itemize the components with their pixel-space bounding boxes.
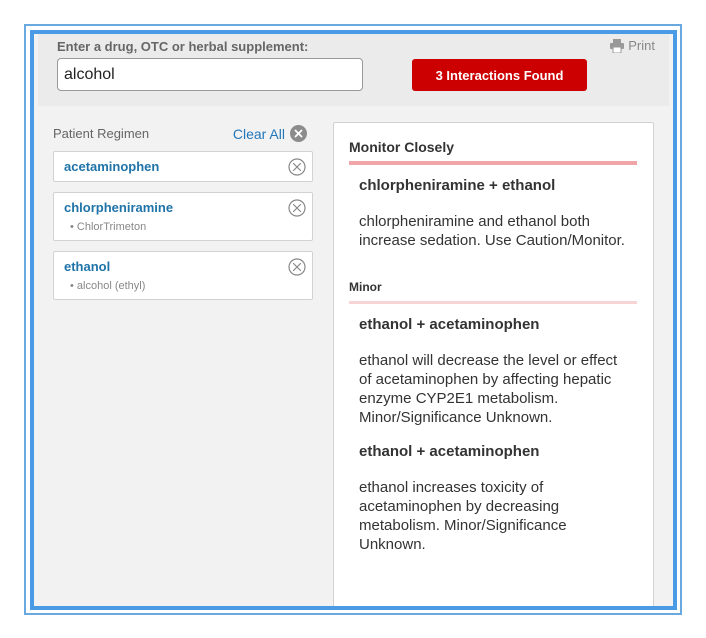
interaction-title: chlorpheniramine + ethanol — [359, 177, 556, 194]
drug-search-input[interactable] — [57, 58, 363, 91]
interaction-results-panel[interactable] — [333, 122, 654, 610]
interactions-found-button[interactable]: 3 Interactions Found — [412, 59, 587, 91]
regimen-drug-card[interactable] — [53, 151, 313, 182]
clear-all-button[interactable] — [233, 125, 307, 142]
regimen-title: Patient Regimen — [53, 126, 150, 141]
drug-name[interactable]: acetaminophen — [64, 159, 160, 174]
interaction-item — [334, 177, 653, 250]
clear-all-label: Clear All — [232, 125, 285, 142]
print-label: Print — [628, 38, 655, 53]
interaction-title: ethanol + acetaminophen — [359, 316, 540, 333]
regimen-drug-card[interactable] — [53, 251, 313, 300]
interaction-description: ethanol will decrease the level or effect of acetaminophen by affecting hepatic enzyme CYP2E1 metabolism. Minor/Significance Unknown. — [359, 352, 618, 426]
printer-icon — [609, 39, 625, 53]
interaction-description: chlorpheniramine and ethanol both increase sedation. Use Caution/Monitor. — [359, 213, 625, 249]
search-label: Enter a drug, OTC or herbal supplement: — [57, 39, 309, 54]
regimen-drug-card[interactable] — [53, 192, 313, 241]
drug-alias: • ChlorTrimeton — [70, 221, 147, 233]
clear-all-icon — [290, 125, 307, 142]
severity-heading-monitor: Monitor Closely — [349, 139, 455, 155]
drug-interaction-checker — [30, 30, 677, 610]
interaction-description: ethanol increases toxicity of acetaminophen by decreasing metabolism. Minor/Significance Unknown. — [359, 479, 567, 553]
severity-bar-minor — [349, 301, 637, 304]
print-button[interactable] — [609, 38, 655, 53]
remove-circle-icon[interactable] — [288, 199, 306, 217]
interaction-title: ethanol + acetaminophen — [359, 443, 540, 460]
remove-circle-icon[interactable] — [288, 258, 306, 276]
interaction-item — [334, 316, 653, 427]
drug-alias: • alcohol (ethyl) — [70, 280, 146, 292]
severity-heading-minor: Minor — [349, 280, 382, 294]
severity-bar-monitor — [349, 161, 637, 165]
drug-name[interactable]: chlorpheniramine — [64, 200, 174, 215]
interaction-item — [334, 443, 653, 554]
search-bar — [38, 34, 669, 106]
drug-name[interactable]: ethanol — [64, 259, 111, 274]
regimen-header — [53, 124, 313, 148]
remove-circle-icon[interactable] — [288, 158, 306, 176]
patient-regimen-panel — [53, 124, 313, 300]
